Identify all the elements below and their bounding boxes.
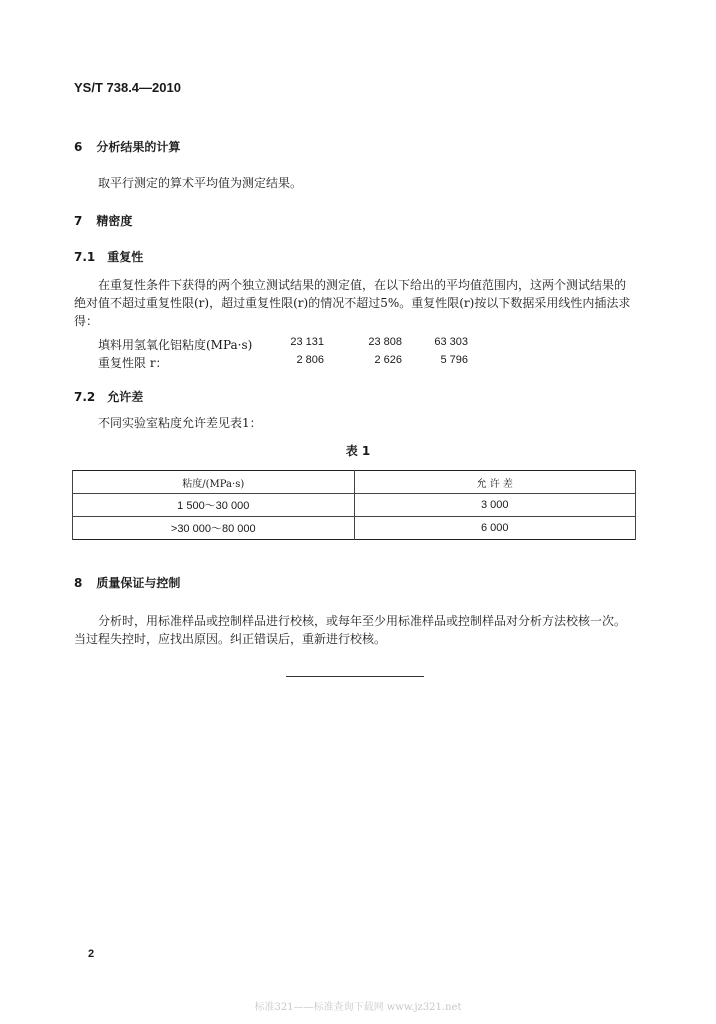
repeatability-value: 2 806 — [296, 354, 324, 366]
section-number: 8 — [74, 576, 83, 590]
repeatability-value: 5 796 — [440, 354, 468, 366]
table-row — [73, 494, 636, 517]
section-7-2-body: 不同实验室粘度允许差见表1： — [98, 416, 262, 430]
page-number: 2 — [88, 948, 95, 960]
section-8-heading — [74, 574, 180, 591]
standard-code: YS/T 738.4—2010 — [74, 80, 181, 95]
section-number: 7.2 — [74, 390, 96, 404]
repeatability-value: 2 626 — [374, 354, 402, 366]
section-number: 7 — [74, 214, 83, 228]
section-title: 分析结果的计算 — [96, 140, 181, 154]
table-header-cell: 允 许 差 — [354, 471, 636, 494]
viscosity-label: 填料用氢氧化铝粘度(MPa·s) — [98, 338, 253, 352]
table-cell: 1 500～30 000 — [73, 494, 355, 517]
table-cell: 3 000 — [354, 494, 636, 517]
tolerance-table — [72, 470, 636, 540]
section-6-heading — [74, 138, 180, 155]
viscosity-value: 23 131 — [290, 336, 324, 348]
table-cell: >30 000～80 000 — [73, 517, 355, 540]
repeatability-row — [74, 354, 494, 372]
table-title: 表 1 — [345, 444, 371, 458]
section-number: 7.1 — [74, 250, 96, 264]
table-header-cell: 粘度/(MPa·s) — [73, 471, 355, 494]
section-7-2-heading — [74, 388, 143, 405]
table-row — [73, 517, 636, 540]
table-cell: 6 000 — [354, 517, 636, 540]
section-number: 6 — [74, 140, 83, 154]
viscosity-value: 23 808 — [368, 336, 402, 348]
viscosity-value: 63 303 — [434, 336, 468, 348]
end-rule — [286, 676, 424, 677]
section-title: 重复性 — [107, 250, 144, 264]
section-title: 允许差 — [107, 390, 144, 404]
viscosity-row — [74, 336, 494, 354]
section-7-1-body: 在重复性条件下获得的两个独立测试结果的测定值，在以下给出的平均值范围内，这两个测试结果的绝对值不超过重复性限(r)，超过重复性限(r)的情况不超过5%。重复性限(r)按以下数据采用线性内插法求得： — [74, 278, 631, 328]
section-title: 质量保证与控制 — [96, 576, 181, 590]
section-6-body: 取平行测定的算术平均值为测定结果。 — [98, 176, 303, 190]
watermark: 标准321——标准查询下载网 www.jz321.net — [254, 1002, 462, 1013]
repeatability-label: 重复性限 r： — [98, 356, 168, 370]
section-7-heading — [74, 212, 132, 229]
section-8-body: 分析时，用标准样品或控制样品进行校核，或每年至少用标准样品或控制样品对分析方法校核一次。当过程失控时，应找出原因。纠正错误后，重新进行校核。 — [74, 614, 627, 646]
section-7-1-heading — [74, 248, 143, 265]
table-header-row — [73, 471, 636, 494]
section-title: 精密度 — [96, 214, 133, 228]
